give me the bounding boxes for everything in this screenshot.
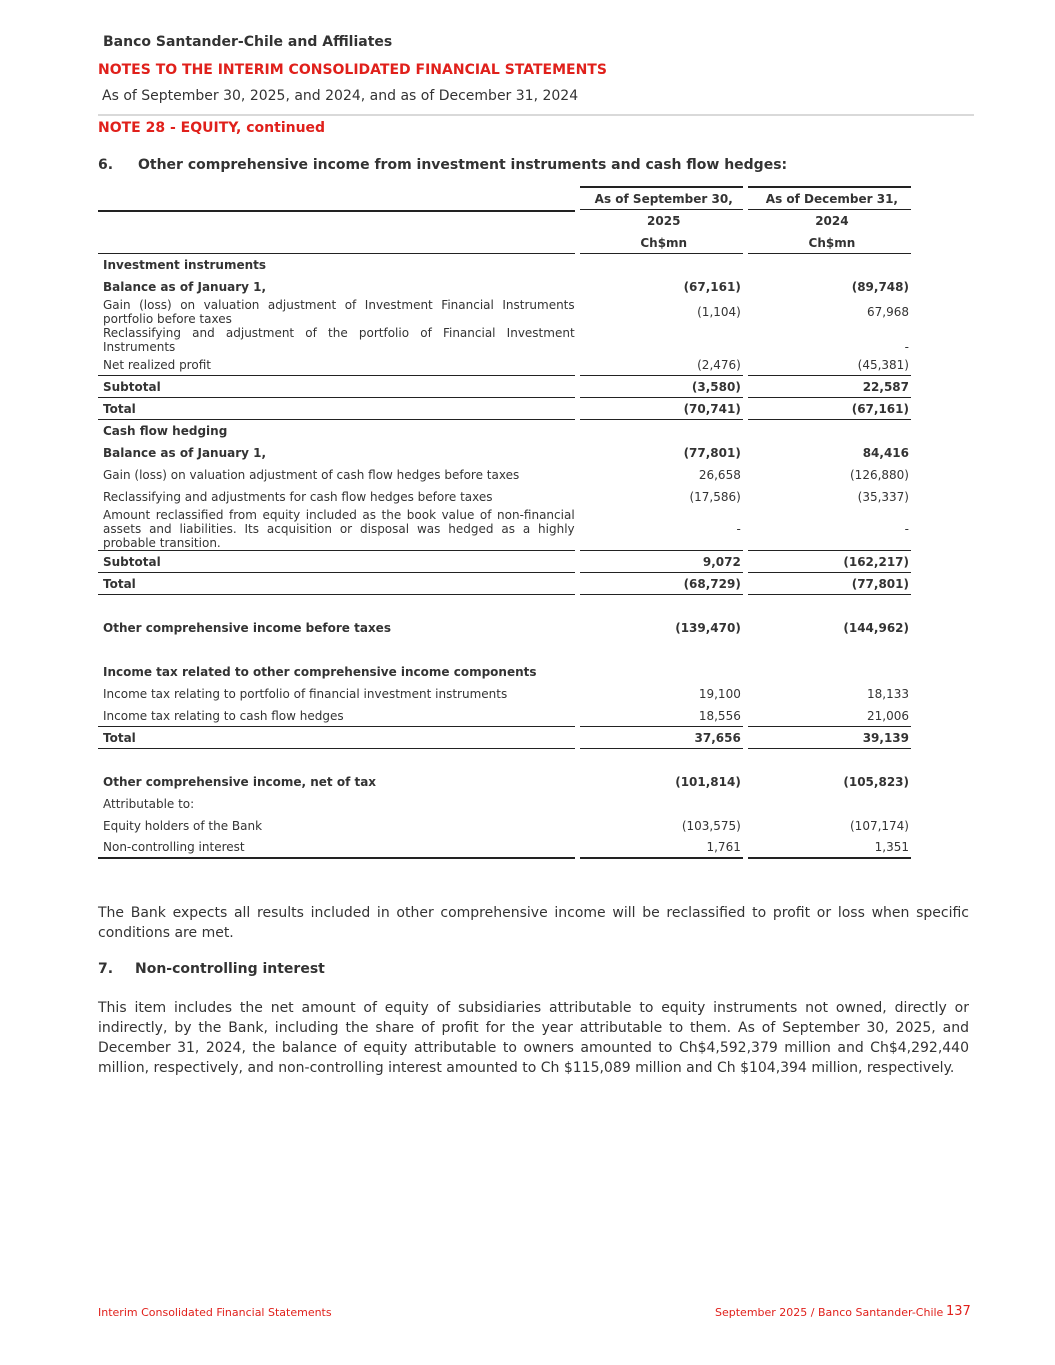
page-number: 137 [946, 1304, 971, 1319]
table-row: Reclassifying and adjustments for cash flow hedges before taxes (17,586) (35,337) [103, 490, 909, 504]
section-6-title: Other comprehensive income from investment instruments and cash flow hedges: [138, 157, 788, 173]
table-row: Balance as of January 1, (67,161) (89,748) [103, 280, 909, 294]
table-row: Other comprehensive income, net of tax (101,814) (105,823) [103, 775, 909, 789]
col2-unit: Ch$mn [748, 232, 911, 254]
table-row: Balance as of January 1, (77,801) 84,416 [103, 446, 909, 460]
table-row: Non-controlling interest 1,761 1,351 [98, 837, 911, 859]
oci-reclassification-paragraph: The Bank expects all results included in other comprehensive income will be reclassified to profit or loss when specific conditions are met. [98, 905, 969, 941]
section-6-heading [98, 157, 787, 173]
as-of-date: As of September 30, 2025, and 2024, and as of December 31, 2024 [102, 88, 579, 104]
footer-bank: Banco Santander-Chile [818, 1306, 944, 1319]
notes-title: NOTES TO THE INTERIM CONSOLIDATED FINANCIAL STATEMENTS [98, 62, 607, 78]
table-row: Income tax related to other comprehensive income components [103, 665, 537, 679]
table-row: Gain (loss) on valuation adjustment of cash flow hedges before taxes 26,658 (126,880) [103, 468, 909, 482]
section-6-number: 6. [98, 157, 114, 173]
table-row: Attributable to: [103, 797, 195, 811]
non-controlling-interest-paragraph: This item includes the net amount of equity of subsidiaries attributable to equity instruments not owned, directly or indirectly, by the Bank, including the share of profit for the year attributable to them. As of September 30, 2025, and December 31, 2024, the balance of equity attributable to owners amounted to Ch$4,592,379 million and Ch$4,292,440 million, respectively, and non-controlling interest amounted to Ch $115,089 million and Ch $104,394 million, respectively. [98, 1000, 969, 1076]
oci-table [98, 186, 911, 859]
col2-header: As of December 31, [748, 186, 911, 210]
table-row: Other comprehensive income before taxes (139,470) (144,962) [103, 621, 909, 635]
col1-year: 2025 [647, 214, 681, 228]
header-divider [98, 114, 974, 116]
table-row: Equity holders of the Bank (103,575) (107,174) [103, 819, 909, 833]
table-row: Amount reclassified from equity included as the book value of non-financial assets and liabilities. Its acquisition or disposal was hedged as a highly probable transition. - - [98, 508, 911, 551]
table-row: Investment instruments [103, 258, 267, 272]
section-7-heading [98, 961, 325, 977]
footer-issuer [715, 1306, 943, 1319]
table-row: Subtotal (3,580) 22,587 [98, 376, 911, 398]
col1-unit: Ch$mn [580, 232, 743, 254]
table-row: Total 37,656 39,139 [98, 727, 911, 749]
footer-separator: / [807, 1306, 818, 1319]
col1-header: As of September 30, [580, 186, 743, 210]
table-header-row-1 [98, 186, 911, 210]
table-row: Subtotal 9,072 (162,217) [98, 551, 911, 573]
note-title: NOTE 28 - EQUITY, continued [98, 120, 326, 136]
table-row: Income tax relating to cash flow hedges 18,556 21,006 [98, 705, 911, 727]
table-row: Reclassifying and adjustment of the portfolio of Financial Investment Instruments - [103, 326, 909, 354]
table-row: Total (70,741) (67,161) [98, 398, 911, 420]
table-row: Total (68,729) (77,801) [98, 573, 911, 595]
footer-document-title: Interim Consolidated Financial Statements [98, 1306, 332, 1319]
table-row: Cash flow hedging [103, 424, 228, 438]
section-7-title: Non-controlling interest [135, 961, 325, 977]
col2-year: 2024 [815, 214, 849, 228]
footer-date: September 2025 [715, 1306, 808, 1319]
company-name: Banco Santander-Chile and Affiliates [103, 34, 393, 50]
section-7-number: 7. [98, 961, 114, 977]
table-row: Income tax relating to portfolio of financial investment instruments 19,100 18,133 [103, 687, 909, 701]
table-row: Gain (loss) on valuation adjustment of Investment Financial Instruments portfolio before taxes (1,104) 67,968 [103, 298, 909, 326]
table-row: Net realized profit (2,476) (45,381) [98, 354, 911, 376]
